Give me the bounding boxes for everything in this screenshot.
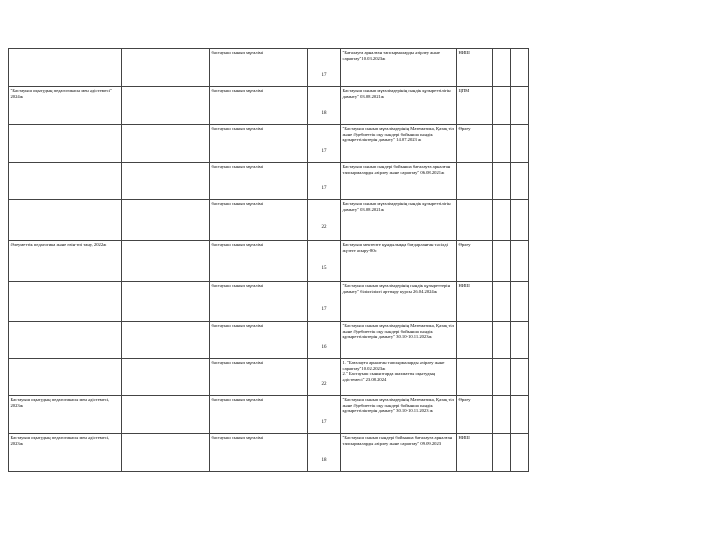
empty-cell <box>511 200 529 241</box>
empty-cell <box>493 200 511 241</box>
provider-cell: Өрлеу <box>457 125 493 163</box>
empty-cell <box>511 359 529 396</box>
table-row <box>9 163 529 200</box>
course-cell: Бастауыш сынып пәндері бойынша бағалауға арналған тапсырмаларды әзірлеу және сараптау" 06.08.2021ж <box>341 163 457 200</box>
empty-cell <box>122 163 210 200</box>
course-cell: 1. "Бағалауға арналған тапсырмаларды әзірлеу және сараптау"10.02.2023ж 2." Бастауыш сыныптарда шахматты оқытудың әдістемесі" 23.08.2024 <box>341 359 457 396</box>
empty-cell <box>493 125 511 163</box>
course-cell: Бастауыш сынып мұғалімдерінің пәндік құзыреттілігін дамыту" 03.08.2021ж <box>341 87 457 125</box>
empty-cell <box>511 282 529 322</box>
course-cell: "Бастауыш сынып мұғалімдерінің Математика, Қазақ тіл және Әдебиеттік оқу пәндері бойынша пәндік құзыреттіліктерін дамыту" 30.10-10.11.2023ж <box>341 322 457 359</box>
position-cell: бастауыш сынып мұғалімі <box>210 241 308 282</box>
empty-cell <box>493 87 511 125</box>
provider-cell: Өрлеу <box>457 241 493 282</box>
education-cell <box>9 200 122 241</box>
course-cell: "Бастауыш сынып пәндері бойынша бағалауға арналған тапсырмаларды әзірлеу және сараптау" 09.09.2023 <box>341 434 457 472</box>
table-row <box>9 125 529 163</box>
education-cell <box>9 163 122 200</box>
provider-cell: НИШ <box>457 434 493 472</box>
education-cell: Бастауыш оқытудың педагогикасы мен әдістемесі, 2023ж <box>9 434 122 472</box>
provider-cell: НИШ <box>457 282 493 322</box>
course-cell: Бастауыш мектепте құндылыққа бағдарланған тәсілді жүзеге асыру-80с <box>341 241 457 282</box>
experience-cell: 17 <box>308 49 341 87</box>
table-row <box>9 49 529 87</box>
experience-cell: 17 <box>308 125 341 163</box>
empty-cell <box>511 241 529 282</box>
empty-cell <box>493 49 511 87</box>
position-cell: бастауыш сынып мұғалімі <box>210 359 308 396</box>
empty-cell <box>511 322 529 359</box>
experience-cell: 17 <box>308 282 341 322</box>
empty-cell <box>493 163 511 200</box>
course-cell: "Бағалауға арналған тапсырмаларды әзірлеу және сараптау"10.03.2023ж <box>341 49 457 87</box>
position-cell: бастауыш сынып мұғалімі <box>210 49 308 87</box>
experience-cell: 22 <box>308 200 341 241</box>
empty-cell <box>122 125 210 163</box>
empty-cell <box>511 125 529 163</box>
empty-cell <box>122 434 210 472</box>
table-row <box>9 241 529 282</box>
position-cell: бастауыш сынып мұғалімі <box>210 163 308 200</box>
table-row <box>9 396 529 434</box>
provider-cell <box>457 163 493 200</box>
empty-cell <box>493 241 511 282</box>
course-cell: "Бастауыш сынып мұғалімдерінің Математика, Қазақ тіл және Әдебиеттік оқу пәндері бойынша пәндік құзыреттіліктерін дамыту" 14.07.2023 ж <box>341 125 457 163</box>
empty-cell <box>493 282 511 322</box>
empty-cell <box>511 87 529 125</box>
education-cell: Әлеуметтік педагогика және өзін-өзі тану, 2022ж <box>9 241 122 282</box>
course-cell: "Бастауыш сынып мұғалімдерінің Математика, Қазақ тіл және Әдебиеттік оқу пәндері бойынша пәндік құзыреттіліктерін дамыту" 30.10-10.11.2023 ж <box>341 396 457 434</box>
experience-cell: 18 <box>308 87 341 125</box>
empty-cell <box>122 359 210 396</box>
empty-cell <box>493 359 511 396</box>
empty-cell <box>511 163 529 200</box>
course-cell: Бастауыш сынып мұғалімдерінің пәндік құзыреттілігін дамыту" 03.08.2021ж <box>341 200 457 241</box>
provider-cell <box>457 200 493 241</box>
empty-cell <box>511 396 529 434</box>
education-cell <box>9 49 122 87</box>
experience-cell: 22 <box>308 359 341 396</box>
empty-cell <box>493 434 511 472</box>
provider-cell: НИШ <box>457 49 493 87</box>
experience-cell: 17 <box>308 396 341 434</box>
empty-cell <box>122 396 210 434</box>
table-row <box>9 434 529 472</box>
empty-cell <box>122 322 210 359</box>
provider-cell <box>457 322 493 359</box>
empty-cell <box>122 49 210 87</box>
position-cell: бастауыш сынып мұғалімі <box>210 396 308 434</box>
position-cell: бастауыш сынып мұғалімі <box>210 87 308 125</box>
position-cell: бастауыш сынып мұғалімі <box>210 282 308 322</box>
experience-cell: 18 <box>308 434 341 472</box>
empty-cell <box>122 200 210 241</box>
empty-cell <box>511 49 529 87</box>
position-cell: бастауыш сынып мұғалімі <box>210 200 308 241</box>
experience-cell: 15 <box>308 241 341 282</box>
empty-cell <box>493 396 511 434</box>
provider-cell: ЦПМ <box>457 87 493 125</box>
staff-qualification-table <box>8 48 529 472</box>
education-cell <box>9 282 122 322</box>
education-cell: Бастауыш оқытудың педагогикасы мен әдістемесі, 2023ж <box>9 396 122 434</box>
course-cell: "Бастауыш сынып мұғалімдерінің пәндік құзыреттерін дамыту" біліктілікті арттыру курсы 26.04.2024ж <box>341 282 457 322</box>
position-cell: бастауыш сынып мұғалімі <box>210 434 308 472</box>
position-cell: бастауыш сынып мұғалімі <box>210 322 308 359</box>
table-row <box>9 282 529 322</box>
provider-cell <box>457 359 493 396</box>
table-body <box>9 49 529 472</box>
education-cell <box>9 322 122 359</box>
experience-cell: 16 <box>308 322 341 359</box>
empty-cell <box>122 282 210 322</box>
experience-cell: 17 <box>308 163 341 200</box>
provider-cell: Өрлеу <box>457 396 493 434</box>
empty-cell <box>511 434 529 472</box>
position-cell: бастауыш сынып мұғалімі <box>210 125 308 163</box>
table-row <box>9 359 529 396</box>
table-row <box>9 87 529 125</box>
empty-cell <box>122 87 210 125</box>
education-cell: "Бастауыш оқытудың педагогикасы мен әдістемесі" 2024ж <box>9 87 122 125</box>
empty-cell <box>493 322 511 359</box>
education-cell <box>9 359 122 396</box>
empty-cell <box>122 241 210 282</box>
table-row <box>9 322 529 359</box>
education-cell <box>9 125 122 163</box>
table-row <box>9 200 529 241</box>
